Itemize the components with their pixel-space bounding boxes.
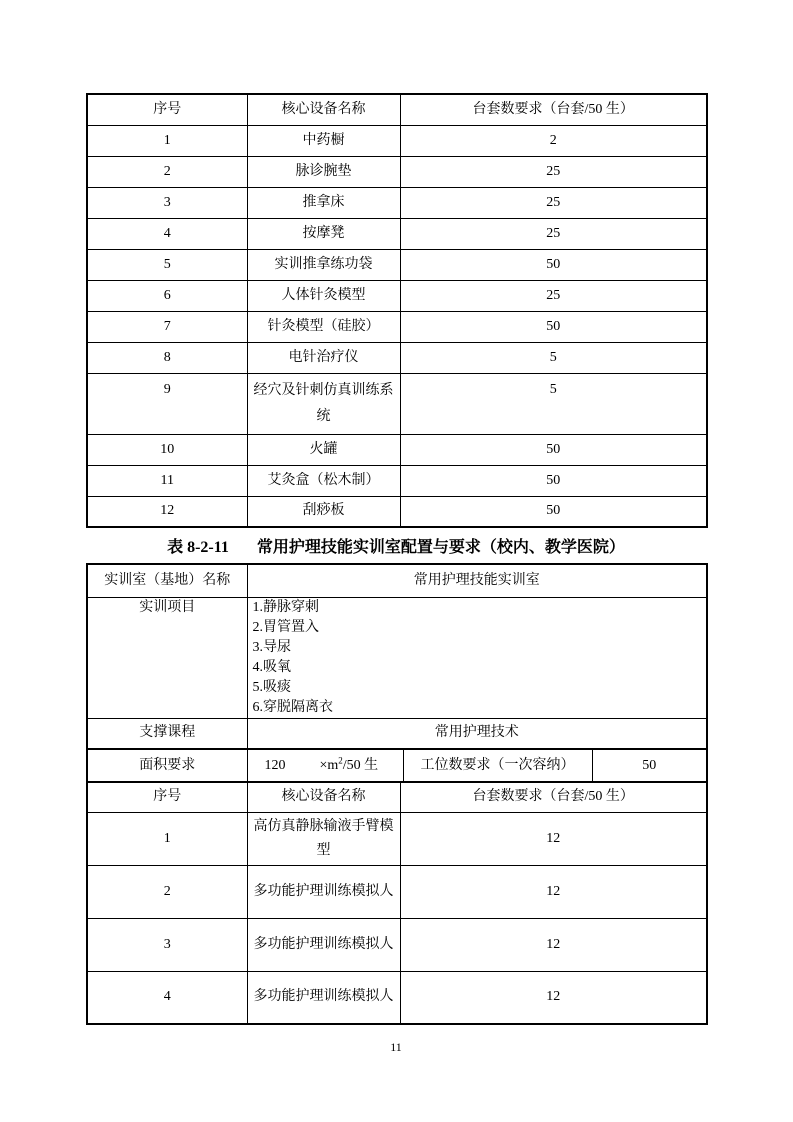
- table-row: [87, 280, 707, 311]
- cell-qty: 50: [400, 465, 707, 496]
- table2-header-row: [87, 782, 707, 812]
- cell-name: [247, 971, 400, 1024]
- col-header-no: 序号: [87, 782, 247, 812]
- table-row: [87, 311, 707, 342]
- table-row: [87, 465, 707, 496]
- table-row: [87, 187, 707, 218]
- training-room-table-equipment: [86, 781, 708, 1025]
- table-row: [87, 218, 707, 249]
- cell-no: 12: [87, 496, 247, 527]
- cell-qty: 25: [400, 187, 707, 218]
- cell-name: [247, 918, 400, 971]
- cell-name: 按摩凳: [247, 218, 400, 249]
- page-number: 11: [390, 1040, 402, 1054]
- cell-name: 火罐: [247, 434, 400, 465]
- table-caption-number: 表 8-2-11: [167, 539, 229, 556]
- project-item: 4.吸氧: [252, 659, 291, 675]
- cell-name-text: 多功能护理训练模拟人: [253, 989, 394, 1005]
- cell-name: 电针治疗仪: [247, 342, 400, 373]
- cell-name: [247, 373, 400, 434]
- projects-label: 实训项目: [87, 597, 247, 718]
- training-projects-row: [87, 597, 707, 718]
- col-header-name: 核心设备名称: [247, 782, 400, 812]
- area-unit-suffix: /50 生: [342, 757, 379, 773]
- cell-no: 4: [87, 218, 247, 249]
- cell-name-text: 多功能护理训练模拟人: [253, 936, 394, 952]
- cell-name: 针灸模型（硅胶）: [247, 311, 400, 342]
- cell-qty: 50: [400, 496, 707, 527]
- cell-qty: 50: [400, 311, 707, 342]
- document-content: [86, 93, 706, 1055]
- table-row: [87, 342, 707, 373]
- cell-no: 2: [87, 865, 247, 918]
- cell-no: 1: [87, 125, 247, 156]
- cell-qty: 12: [400, 971, 707, 1024]
- cell-qty: 12: [400, 918, 707, 971]
- area-requirements-row: [87, 749, 707, 782]
- equipment-table-1: [86, 93, 708, 528]
- cell-qty: 25: [400, 156, 707, 187]
- cell-no: 1: [87, 812, 247, 865]
- table1-header-row: [87, 94, 707, 125]
- cell-no: 7: [87, 311, 247, 342]
- project-item: 6.穿脱隔离衣: [252, 699, 333, 715]
- room-name-label: 实训室（基地）名称: [87, 564, 247, 597]
- project-item: 1.静脉穿刺: [252, 599, 319, 615]
- cell-name: 人体针灸模型: [247, 280, 400, 311]
- cell-qty: 5: [400, 373, 707, 434]
- project-item: 5.吸痰: [252, 679, 291, 695]
- cell-qty: 2: [400, 125, 707, 156]
- course-label: 支撑课程: [87, 718, 247, 749]
- project-item: 3.导尿: [252, 639, 291, 655]
- project-item: 2.胃管置入: [252, 619, 319, 635]
- area-label: 面积要求: [87, 749, 247, 782]
- cell-no: 2: [87, 156, 247, 187]
- cell-qty: 12: [400, 865, 707, 918]
- cell-no: 9: [87, 373, 247, 434]
- supporting-course-row: [87, 718, 707, 749]
- cell-name: 刮痧板: [247, 496, 400, 527]
- table-row: [87, 812, 707, 865]
- room-name-value: 常用护理技能实训室: [247, 564, 707, 597]
- table-row: [87, 373, 707, 434]
- cell-qty: 25: [400, 280, 707, 311]
- area-value-cell: [247, 749, 403, 782]
- cell-name: 脉诊腕垫: [247, 156, 400, 187]
- table-row: [87, 125, 707, 156]
- cell-name: 推拿床: [247, 187, 400, 218]
- cell-name: [247, 812, 400, 865]
- table-row: [87, 496, 707, 527]
- table-caption: [86, 528, 706, 563]
- area-unit-prefix: ×m: [319, 757, 339, 773]
- cell-qty: 5: [400, 342, 707, 373]
- cell-no: 4: [87, 971, 247, 1024]
- table-row: [87, 971, 707, 1024]
- cell-qty: 50: [400, 434, 707, 465]
- training-room-table-info: [86, 563, 708, 750]
- cell-no: 6: [87, 280, 247, 311]
- col-header-qty: 台套数要求（台套/50 生）: [400, 94, 707, 125]
- cell-name: 中药橱: [247, 125, 400, 156]
- training-room-table-area: [86, 748, 708, 783]
- table-row: [87, 865, 707, 918]
- cell-qty: 50: [400, 249, 707, 280]
- course-value: 常用护理技术: [247, 718, 707, 749]
- table-row: [87, 434, 707, 465]
- cell-qty: 12: [400, 812, 707, 865]
- table-row: [87, 249, 707, 280]
- cell-name: [247, 865, 400, 918]
- projects-list: [247, 597, 707, 718]
- cell-no: 10: [87, 434, 247, 465]
- cell-no: 3: [87, 918, 247, 971]
- cell-no: 11: [87, 465, 247, 496]
- table-row: [87, 156, 707, 187]
- cell-name-text: 多功能护理训练模拟人: [253, 883, 394, 899]
- cell-name-text: 高仿真静脉输液手臂模型: [253, 818, 394, 858]
- table-caption-title: 常用护理技能实训室配置与要求（校内、教学医院）: [256, 539, 625, 556]
- cell-name-text: 经穴及针刺仿真训练系统: [253, 382, 394, 424]
- cell-name: 艾灸盒（松木制）: [247, 465, 400, 496]
- workstation-label: 工位数要求（一次容纳）: [403, 749, 592, 782]
- workstation-value: 50: [592, 749, 707, 782]
- area-unit-superscript: 2: [338, 754, 343, 765]
- cell-qty: 25: [400, 218, 707, 249]
- table-row: [87, 918, 707, 971]
- cell-name: 实训推拿练功袋: [247, 249, 400, 280]
- col-header-qty: 台套数要求（台套/50 生）: [400, 782, 707, 812]
- cell-no: 8: [87, 342, 247, 373]
- cell-no: 5: [87, 249, 247, 280]
- col-header-name: 核心设备名称: [247, 94, 400, 125]
- area-unit: [319, 754, 379, 773]
- room-name-row: [87, 564, 707, 597]
- area-value: 120: [264, 757, 286, 773]
- col-header-no: 序号: [87, 94, 247, 125]
- cell-no: 3: [87, 187, 247, 218]
